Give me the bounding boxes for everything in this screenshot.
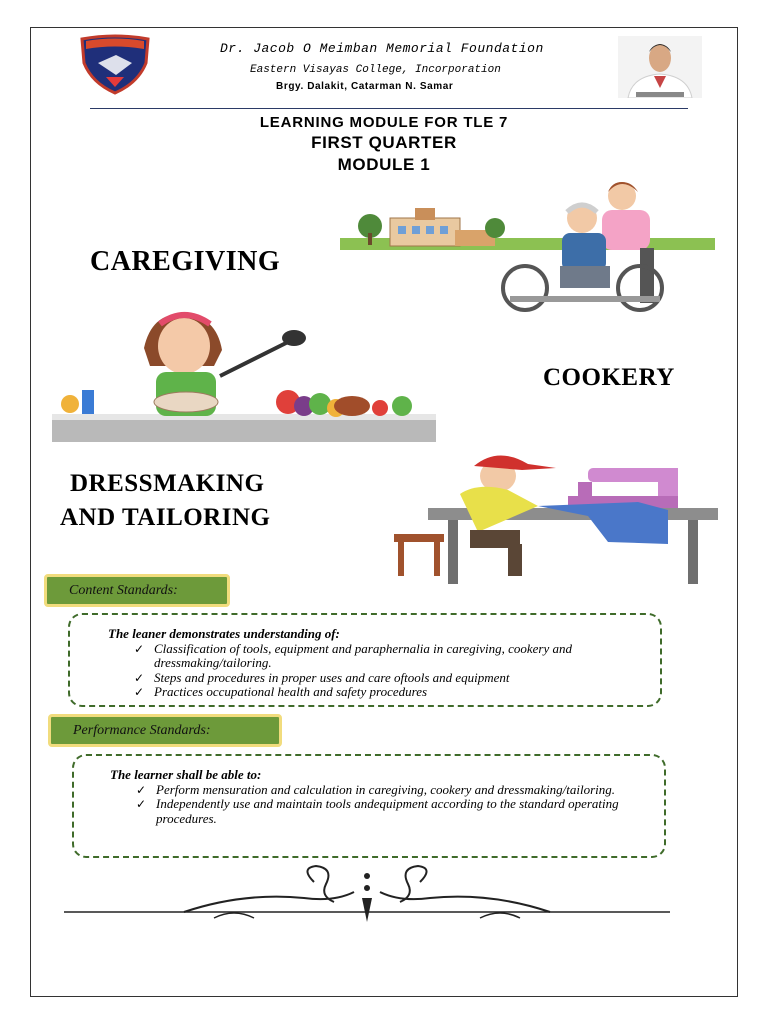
list-item-text: Perform mensuration and calculation in caregiving, cookery and dressmaking/tailoring. xyxy=(156,781,616,797)
content-standards-label: Content Standards: xyxy=(44,574,230,607)
performance-standards-lead: The learner shall be able to: xyxy=(110,767,262,782)
module-title: LEARNING MODULE FOR TLE 7 xyxy=(259,114,509,131)
content-standards-list xyxy=(108,642,660,700)
cookery-heading: COOKERY xyxy=(543,364,675,391)
tailoring-heading: AND TAILORING xyxy=(60,504,271,531)
cookery-illustration xyxy=(52,306,436,442)
checkmark-icon: ✓ xyxy=(136,782,147,797)
college-name: Eastern Visayas College, Incorporation xyxy=(250,64,501,76)
module-number: MODULE 1 xyxy=(337,155,431,174)
caregiving-heading: CAREGIVING xyxy=(90,246,281,277)
checkmark-icon: ✓ xyxy=(136,797,147,811)
caregiving-illustration xyxy=(340,178,715,313)
dressmaking-heading: DRESSMAKING xyxy=(70,470,265,497)
college-address: Brgy. Dalakit, Catarman N. Samar xyxy=(276,81,454,92)
dressmaking-illustration xyxy=(388,446,724,586)
foundation-name: Dr. Jacob O Meimban Memorial Foundation xyxy=(220,41,544,56)
checkmark-icon: ✓ xyxy=(134,670,145,685)
list-item xyxy=(136,783,664,798)
list-item xyxy=(134,671,660,686)
performance-standards-box xyxy=(72,754,666,858)
content-standards-lead: The leaner demonstrates understanding of: xyxy=(108,626,340,641)
list-item xyxy=(134,642,660,671)
decorative-ornament xyxy=(64,862,670,926)
header-divider xyxy=(90,108,688,109)
content-standards-box xyxy=(68,613,662,707)
list-item-text: Practices occupational health and safety procedures xyxy=(154,684,428,699)
list-item-text: Independently use and maintain tools andequipment according to the standard operating procedures. xyxy=(156,796,619,826)
list-item xyxy=(136,797,664,826)
checkmark-icon: ✓ xyxy=(134,641,145,656)
performance-standards-label: Performance Standards: xyxy=(48,714,282,747)
list-item-text: Steps and procedures in proper uses and care oftools and equipment xyxy=(154,669,510,685)
performance-standards-list xyxy=(110,783,664,827)
list-item-text: Classification of tools, equipment and paraphernalia in caregiving, cookery and dressmaking/tailoring. xyxy=(154,640,572,670)
college-logo xyxy=(76,33,154,95)
list-item xyxy=(134,685,660,700)
quarter-title: FIRST QUARTER xyxy=(311,133,457,152)
founder-portrait xyxy=(618,36,702,98)
checkmark-icon: ✓ xyxy=(134,685,145,699)
